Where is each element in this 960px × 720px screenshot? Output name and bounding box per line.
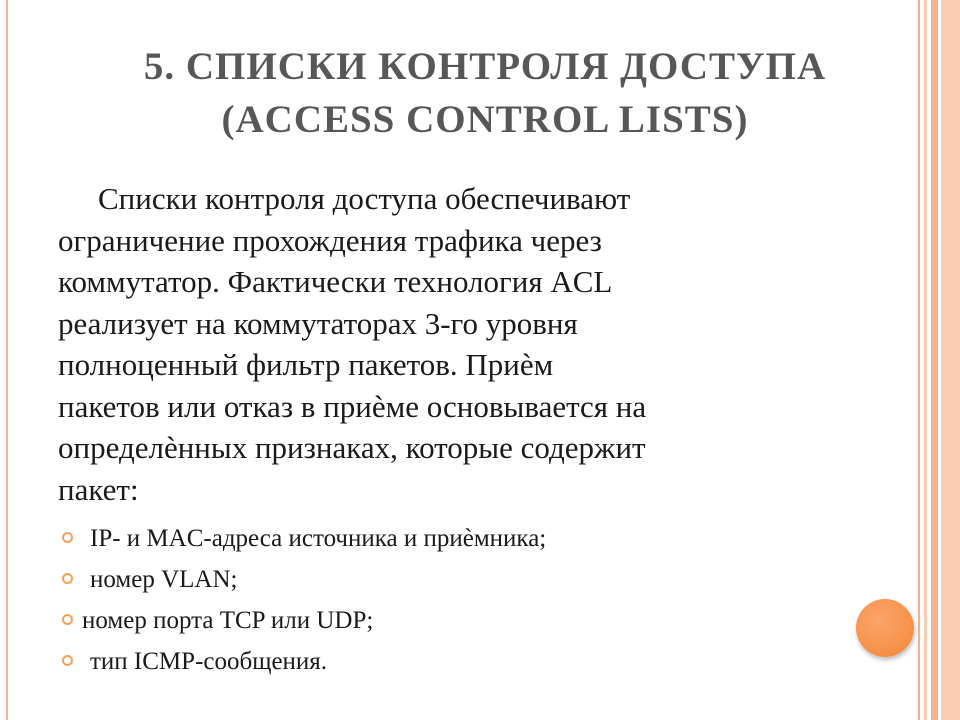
- bullet-circle-icon: [62, 614, 73, 625]
- bullet-item: [58, 600, 878, 641]
- bullet-circle-icon: [62, 573, 73, 584]
- bullet-item: [58, 518, 878, 559]
- paragraph-line-3: коммутатор. Фактически технология ACL: [58, 264, 613, 299]
- slide-title: [60, 40, 910, 146]
- decorative-circle: [856, 599, 914, 657]
- paragraph-line-2: ограничение прохождения трафика через: [58, 222, 602, 258]
- slide-title-line-1: 5. СПИСКИ КОНТРОЛЯ ДОСТУПА: [143, 45, 827, 88]
- left-border-line: [6, 0, 8, 720]
- paragraph-line-4: реализует на коммутаторах 3-го уровня: [58, 305, 578, 341]
- right-stripe-medium: [931, 0, 938, 720]
- bullet-circle-icon: [62, 532, 73, 543]
- slide-title-line-2: (ACCESS CONTROL LISTS): [221, 98, 749, 141]
- right-stripe-narrow: [924, 0, 927, 720]
- bullet-list: [58, 518, 878, 682]
- bullet-text: номер VLAN;: [90, 566, 238, 593]
- bullet-circle-icon: [62, 655, 73, 666]
- bullet-text: тип ICMP-сообщения.: [90, 648, 328, 675]
- bullet-item: [58, 641, 878, 682]
- paragraph-line-8: пакет:: [58, 471, 139, 507]
- bullet-text: номер порта TCP или UDP;: [82, 607, 374, 634]
- bullet-item: [58, 559, 878, 600]
- bullet-text: IP- и MAC-адреса источника и приѐмника;: [90, 525, 547, 552]
- paragraph-line-6: пакетов или отказ в приѐме основывается на: [58, 388, 647, 424]
- paragraph-line-7: определѐнных признаках, которые содержит: [58, 430, 646, 465]
- right-stripe-wide: [941, 0, 960, 720]
- right-stripe-thin: [918, 0, 920, 720]
- paragraph-line-5: полноценный фильтр пакетов. Приѐм: [58, 347, 554, 382]
- body-paragraph: [58, 178, 878, 510]
- paragraph-line-1: Списки контроля доступа обеспечивают: [98, 181, 631, 216]
